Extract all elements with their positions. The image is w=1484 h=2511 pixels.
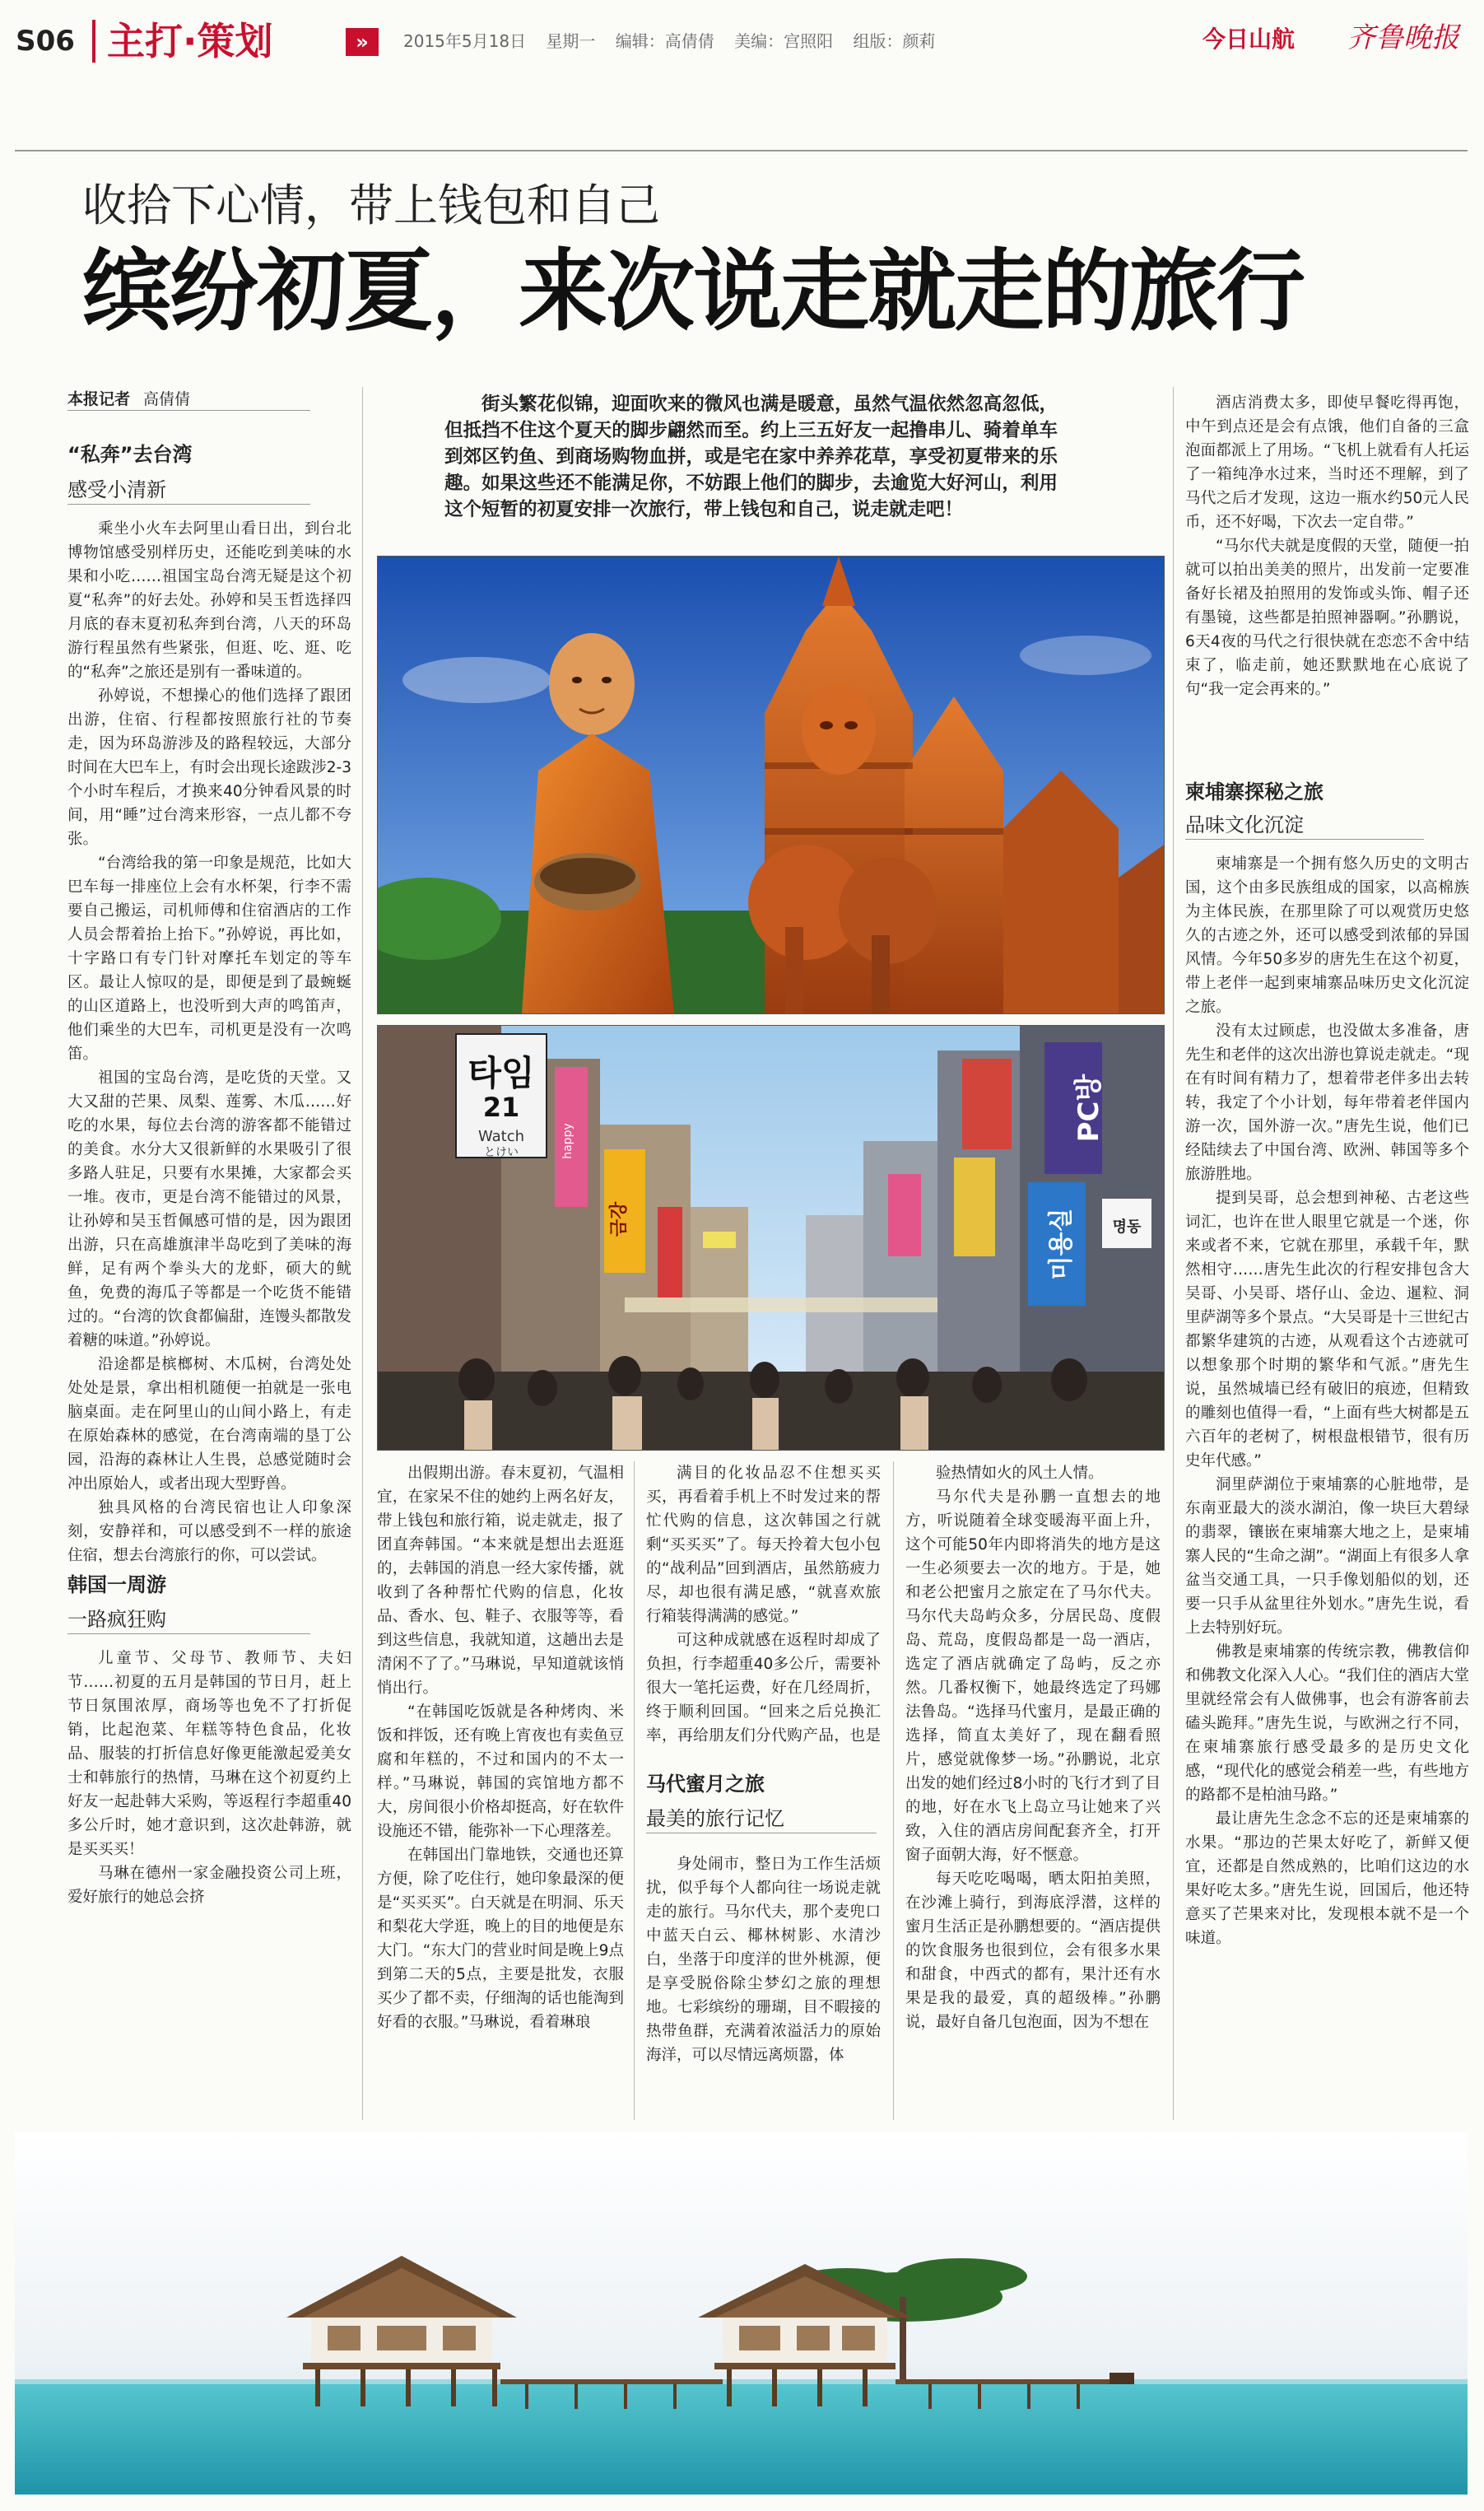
section-taiwan-title: “私奔”去台湾 [67, 443, 193, 466]
article-kicker: 收拾下心情，带上钱包和自己 [82, 179, 660, 231]
paragraph: 孙婷说，不想操心的他们选择了跟团出游，住宿、行程都按照旅行社的节奏走，因为环岛游涉及的路程较远，大部分时间在大巴车上，有时会出现长途跋涉2-3个小时车程后，才换来40分钟看风景的时间，用“睡”过台湾来形容，一点儿都不夸张。 [67, 687, 351, 848]
paragraph: 独具风格的台湾民宿也让人印象深刻，安静祥和，可以感受到不一样的旅途住宿，想去台湾旅行的你，可以尝试。 [67, 1499, 351, 1563]
sign-text: 21 [482, 1092, 520, 1123]
paragraph: 满目的化妆品忍不住想买买买，再看着手机上不时发过来的帮忙代购的信息，这次韩国之行就剩“买买买”了。每天拎着大包小包的“战利品”回到酒店，虽然筋疲力尽，却也很有满足感，“就喜欢旅行箱装得满满的感觉。” [646, 1465, 881, 1625]
newspaper-logo: 齐鲁晚报 [1347, 21, 1459, 54]
paragraph: 马琳在德州一家金融投资公司上班，爱好旅行的她总会挤 [67, 1865, 351, 1906]
sign-text: 타임 [468, 1053, 535, 1093]
maldives-photo [15, 2132, 1468, 2495]
column-1 [67, 517, 351, 1563]
paragraph: 每天吃吃喝喝，晒太阳拍美照，在沙滩上骑行，到海底浮潜，这样的蜜月生活正是孙鹏想要的。“酒店提供的饮食服务也很到位，会有很多水果和甜食，中西式的都有，果汁还有水果是我的最爱，真的超级棒。”孙鹏说，最好自备几包泡面，因为不想在 [905, 1870, 1161, 2031]
paragraph: 验热情如火的风土人情。 [936, 1465, 1104, 1482]
column-5 [1185, 391, 1469, 774]
page-number: S06 [16, 25, 75, 58]
paragraph: 身处闹市，整日为工作生活烦扰，似乎每个人都向往一场说走就走的旅行。马尔代夫，那个麦兜口中蓝天白云、椰林树影、水清沙白，坐落于印度洋的世外桃源，便是享受脱俗除尘梦幻之旅的理想地。七彩缤纷的珊瑚，目不暇接的热带鱼群，充满着浓溢活力的原始海洋，可以尽情远离烦嚣，体 [646, 1856, 881, 2064]
column-brand: 今日山航 [1202, 26, 1295, 53]
column-5b [1185, 852, 1469, 2124]
section-title: 主打·策划 [107, 19, 273, 63]
paragraph: 柬埔寨是一个拥有悠久历史的文明古国，这个由多民族组成的国家，以高棉族为主体民族，在那里除了可以观赏历史悠久的古迹之外，还可以感受到浓郁的异国风情。今年50多岁的唐先生在这个初夏，带上老伴一起到柬埔寨品味历史文化沉淀之旅。 [1185, 855, 1469, 1016]
paragraph: 乘坐小火车去阿里山看日出，到台北博物馆感受别样历史，还能吃到美味的水果和小吃……祖国宝岛台湾无疑是这个初夏“私奔”的好去处。孙婷和吴玉哲选择四月底的春末夏初私奔到台湾，八天的环岛游行程虽然有些紧张，但逛、吃、逛、吃的“私奔”之旅还是别有一番味道的。 [67, 520, 351, 681]
byline-rule [67, 410, 310, 411]
sign-text: PC방 [1072, 1074, 1105, 1143]
paragraph: 儿童节、父母节、教师节、夫妇节……初夏的五月是韩国的节日月，赶上节日氛围浓厚，商场等也免不了打折促销，比起泡菜、年糕等特色食品，化妆品、服装的打折信息好像更能激起爱美女士和韩旅行的热情，马琳在这个初夏约上好友一起赴韩大采购，等返程行李超重40多公斤时，她才意识到，这次赴韩游，就是买买买！ [67, 1650, 351, 1858]
seoul-street-photo [377, 1025, 1165, 1451]
section-taiwan-subtitle: 感受小清新 [67, 476, 310, 505]
column-rule [1173, 387, 1174, 2120]
section-korea-title: 韩国一周游 [67, 1573, 166, 1596]
column-3 [646, 1461, 881, 1745]
section-maldives-title: 马代蜜月之旅 [646, 1773, 765, 1796]
paragraph: 在韩国出门靠地铁，交通也还算方便，除了吃住行，她印象最深的便是“买买买”。白天就是在明洞、乐天和梨花大学逛，晚上的目的地便是东大门。“东大门的营业时间是晚上9点到第二天的5点，主要是批发，衣服买少了都不卖，仔细淘的话也能淘到好看的衣服。”马琳说，看着琳琅 [377, 1847, 624, 2031]
issue-date: 2015年5月18日 [403, 31, 527, 51]
header-divider [15, 150, 1468, 151]
column-2 [377, 1461, 624, 2124]
column-rule [362, 387, 363, 2120]
paragraph: 洞里萨湖位于柬埔寨的心脏地带，是东南亚最大的淡水湖泊，像一块巨大碧绿的翡翠，镶嵌在柬埔寨大地之上，是柬埔寨人民的“生命之湖”。“湖面上有很多人拿盆当交通工具，一只手像划船似的划，还要一只手从盆里往外划水。”唐先生说，看上去特别好玩。 [1185, 1476, 1469, 1637]
byline-name: 高倩倩 [143, 390, 191, 408]
article-intro: 街头繁花似锦，迎面吹来的微风也满是暖意，虽然气温依然忽高忽低，但抵挡不住这个夏天的脚步翩然而至。约上三五好友一起撸串儿、骑着单车到郊区钓鱼、到商场购物血拼，或是宅在家中养养花草，享受初夏带来的乐趣。如果这些还不能满足你，不妨跟上他们的脚步，去逾览大好河山，利用这个短暂的初夏安排一次旅行，带上钱包和自己，说走就走吧！ [444, 394, 1058, 520]
column-1b [67, 1647, 351, 2124]
issue-weekday: 星期一 [546, 31, 596, 51]
section-cambodia-title: 柬埔寨探秘之旅 [1185, 780, 1324, 804]
paragraph: 出假期出游。春末夏初，气温相宜，在家呆不住的她约上两名好友，带上钱包和旅行箱，说走就走，报了团直奔韩国。“本来就是想出去逛逛的，去韩国的消息一经大家传播，就收到了各种帮忙代购的信息，化妆品、香水、包、鞋子、衣服等等，看到这些信息，我就知道，这趟出去是清闲不了了。”马琳说，早知道就该悄悄出行。 [377, 1465, 624, 1697]
section-arrow-icon: » [346, 28, 379, 56]
column-rule [893, 1461, 894, 2120]
sign-text: 금강 [609, 1201, 630, 1237]
byline [67, 387, 190, 409]
column-4 [905, 1461, 1161, 2124]
cambodia-temple-photo [377, 556, 1165, 1014]
section-cambodia-subtitle: 品味文化沉淀 [1185, 811, 1424, 840]
paragraph: 马尔代夫是孙鹏一直想去的地方，听说随着全球变暖海平面上升，这个可能50年内即将消失的地方是这一生必须要去一次的地方。于是，她和老公把蜜月之旅定在了马尔代夫。马尔代夫岛屿众多，分居民岛、度假岛、荒岛，度假岛都是一岛一酒店，选定了酒店就确定了岛屿，反之亦然。几番权衡下，她最终选定了玛娜法鲁岛。“选择马代蜜月，是最正确的选择，简直太美好了，现在翻看照片，感觉就像梦一场。”孙鹏说，北京出发的她们经过8小时的飞行才到了目的地，好在水飞上岛立马让她来了兴致，入住的酒店房间配套齐全，打开窗子面朝大海，好不惬意。 [905, 1488, 1161, 1864]
paragraph: 可这种成就感在返程时却成了负担，行李超重40多公斤，需要补很大一笔托运费，好在几经周折，终于顺利回国。“回来之后兑换汇率，再给朋友们分代购产品，也是 [646, 1632, 881, 1745]
issue-meta [403, 25, 951, 58]
section-maldives-subtitle: 最美的旅行记忆 [646, 1805, 877, 1833]
sign-text: happy [561, 1123, 575, 1159]
header-rule [92, 20, 95, 63]
sign-text: 미용실 [1047, 1208, 1076, 1280]
proof-credit: 组版：颜莉 [853, 31, 936, 51]
column-rule [634, 1461, 635, 2120]
paragraph: “在韩国吃饭就是各种烤肉、米饭和拌饭，还有晚上宵夜也有卖鱼豆腐和年糕的，不过和国内的不太一样。”马琳说，韩国的宾馆地方都不大，房间很小价格却挺高，好在软件设施还不错，能弥补一下心理落差。 [377, 1703, 624, 1840]
paragraph: 提到吴哥，总会想到神秘、古老这些词汇，也许在世人眼里它就是一个迷，你来或者不来，它就在那里，承载千年，默然相守……唐先生此次的行程安排包含大吴哥、小吴哥、塔仔山、金边、暹粒、洞里萨湖等多个景点。“大吴哥是十三世纪古都繁华建筑的古迹，从观看这个古迹就可以想象那个时期的繁华和气派。”唐先生说，虽然城墙已经有破旧的痕迹，但精致的雕刻也值得一看，“上面有些大树都是五六百年的老树了，树根盘根错节，很有历史年代感。” [1185, 1190, 1469, 1470]
byline-label: 本报记者 [67, 390, 131, 408]
article-headline: 缤纷初夏，来次说走就走的旅行 [82, 240, 1305, 343]
sign-text: Watch [477, 1128, 525, 1145]
section-korea-subtitle: 一路疯狂购 [67, 1605, 310, 1634]
paragraph: 没有太过顾虑，也没做太多准备，唐先生和老伴的这次出游也算说走就走。“现在有时间有精力了，想着带老伴多出去转转，我定了个小计划，每年带着老伴国内游一次，国外游一次。”唐先生说，他们已经陆续去了中国台湾、欧洲、韩国等多个旅游胜地。 [1185, 1023, 1469, 1183]
paragraph: 沿途都是槟榔树、木瓜树，台湾处处处处是景，拿出相机随便一拍就是一张电脑桌面。走在阿里山的山间小路上，有走在原始森林的感觉，在台湾南端的垦丁公园，沿海的森林让人生畏，总感觉随时会冲出原始人，或者出现大型野兽。 [67, 1356, 351, 1493]
paragraph: “台湾给我的第一印象是规范，比如大巴车每一排座位上会有水杯架，行李不需要自己搬运，司机师傅和住宿酒店的工作人员会帮着抬上抬下。”孙婷说，再比如，十字路口有专门针对摩托车划定的等车区。最让人惊叹的是，即便是到了最蜿蜒的山区道路上，也没听到大声的鸣笛声，他们乘坐的大巴车，司机更是没有一次鸣笛。 [67, 855, 351, 1063]
maldives-illustration [15, 2132, 1468, 2495]
paragraph: 祖国的宝岛台湾，是吃货的天堂。又大又甜的芒果、凤梨、莲雾、木瓜……好吃的水果，每位去台湾的游客都不能错过的美食。水分大又很新鲜的水果吸引了很多路人驻足，只要有水果摊，大家都会买一堆。夜市，更是台湾不能错过的风景，让孙婷和吴玉哲佩感可惜的是，因为跟团出游，只在高雄旗津半岛吃到了美味的海鲜，足有两个拳头大的龙虾，硕大的鱿鱼，免费的海瓜子等都是一个吃货不能错过的。“台湾的饮食都偏甜，连馒头都散发着糖的味道。”孙婷说。 [67, 1069, 351, 1349]
sign-text: 명동 [1112, 1218, 1142, 1236]
paragraph: 酒店消费太多，即使早餐吃得再饱，中午到点还是会有点饿，他们自备的三盒泡面都派上了用场。“飞机上就看有人托运了一箱纯净水过来，当时还不理解，到了马代之后才发现，这边一瓶水约50元人民币，还不好喝，下次去一定自带。” [1185, 394, 1469, 531]
column-3b [646, 1852, 881, 2124]
paragraph: “马尔代夫就是度假的天堂，随便一拍就可以拍出美美的照片，出发前一定要准备好长裙及拍照用的发饰或头饰、帽子还有墨镜，这些都是拍照神器啊。”孙鹏说，6天4夜的马代之行很快就在恋恋不舍中结束了，临走前，她还默默地在心底说了句“我一定会再来的。” [1185, 538, 1469, 698]
paragraph: 佛教是柬埔寨的传统宗教，佛教信仰和佛教文化深入人心。“我们住的酒店大堂里就经常会有人做佛事，也会有游客前去磕头跪拜。”唐先生说，与欧洲之行不同，在柬埔寨旅行感受最多的是历史文化感，“现代化的感觉会稍差一些，有些地方的路都不是柏油马路。” [1185, 1643, 1469, 1804]
sign-text: とけい [484, 1146, 519, 1159]
cambodia-temple-illustration [378, 557, 1164, 1013]
paragraph: 最让唐先生念念不忘的还是柬埔寨的水果。“那边的芒果太好吃了，新鲜又便宜，还都是自然成熟的，比咱们这边的水果好吃太多。”唐先生说，回国后，他还特意买了芒果来对比，发现根本就不是一个味道。 [1185, 1810, 1469, 1947]
editor-credit: 编辑：高倩倩 [615, 31, 714, 51]
seoul-street-illustration [378, 1026, 1164, 1450]
art-credit: 美编：宫照阳 [734, 31, 834, 51]
